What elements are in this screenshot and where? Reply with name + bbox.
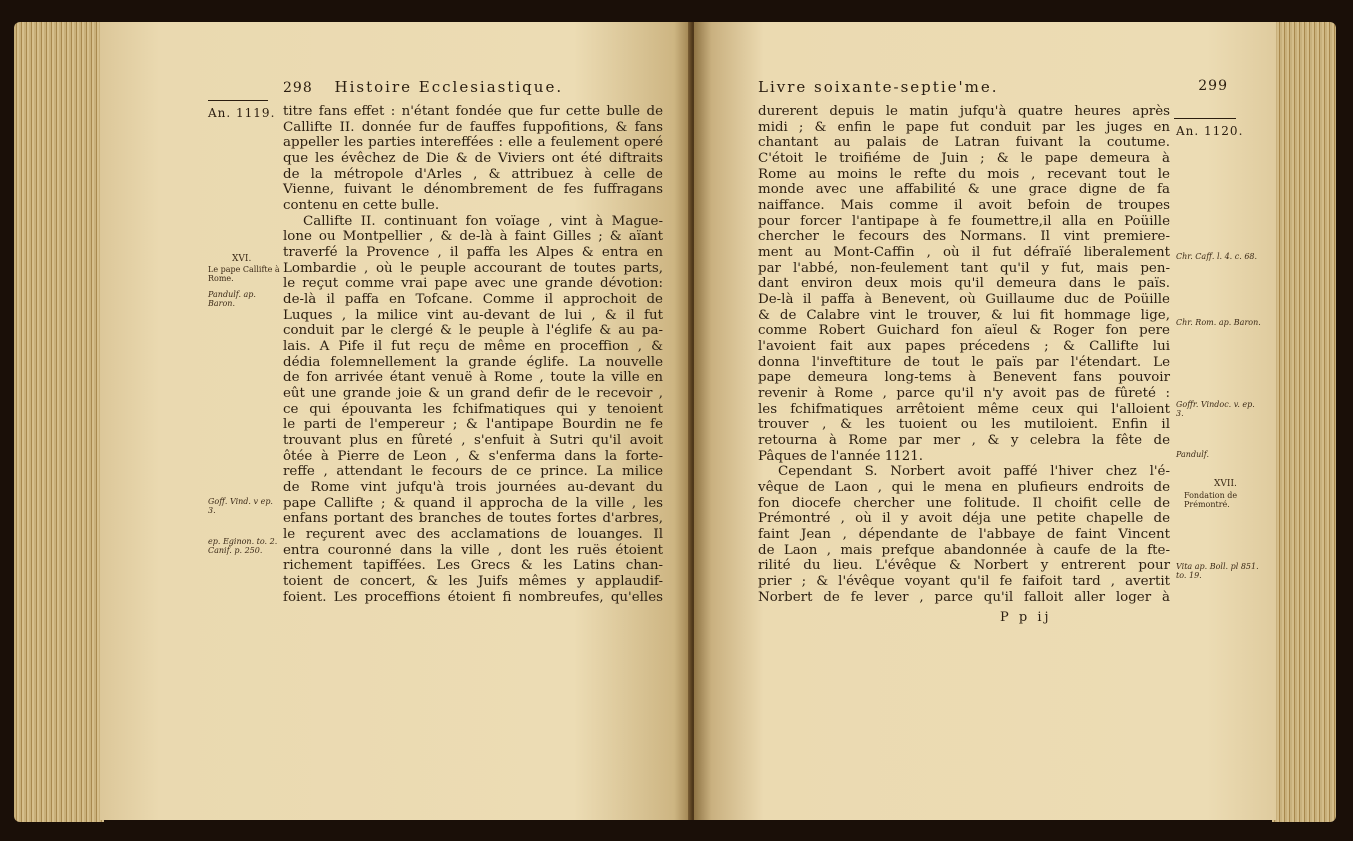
right-head-title: Livre soixante-septie'me. [758, 78, 999, 96]
left-margin-section: XVI. [232, 254, 252, 264]
text-line: eût une grande joie & un grand defir de le recevoir , [283, 386, 663, 402]
text-line: prier ; & l'évêque voyant qu'il fe faifoit tard , avertit [758, 574, 1170, 590]
text-line: monde avec une affabilité & une grace digne de fa [758, 182, 1170, 198]
text-line: traverfé la Provence , il paffa les Alpes & entra en [283, 245, 663, 261]
text-line: l'avoient fait aux papes précedens ; & Callifte lui [758, 339, 1170, 355]
text-line: enfans portant des branches de toutes fortes d'arbres, [283, 511, 663, 527]
text-line: dédia folemnellement la grande églife. La nouvelle [283, 354, 663, 370]
text-line: conduit par le clergé & le peuple à l'églife & au pa- [283, 323, 663, 339]
text-line: contenu en cette bulle. [283, 198, 440, 214]
right-margin-ref-1: Chr. Caff. l. 4. c. 68. [1176, 252, 1258, 261]
text-line: chantant au palais de Latran fuivant la coutume. [758, 135, 1170, 151]
text-line: Callifte II. donnée fur de fauffes fuppofitions, & fans [283, 119, 663, 135]
text-line: foient. Les proceffions étoient fi nombreufes, qu'elles [283, 589, 663, 605]
text-line: naiffance. Mais comme il avoit befoin de troupes [758, 198, 1170, 214]
text-line: retourna à Rome par mer , & y celebra la fête de [758, 433, 1170, 449]
right-margin-ref-4: Pandulf. [1176, 450, 1209, 459]
text-line: Vienne, fuivant le dénombrement de fes fuffragans [283, 182, 663, 198]
text-line: de Laon , mais prefque abandonnée à caufe de la fte- [758, 542, 1170, 558]
left-page-number: 298 [283, 80, 313, 96]
right-year-margin: An. 1120. [1176, 124, 1244, 138]
right-page-edges [1272, 22, 1336, 822]
text-line: appeller les parties intereffées : elle a feulement operé [283, 135, 663, 151]
text-line: Prémontré , où il y avoit déja une petite chapelle de [758, 511, 1170, 527]
right-margin-rule [1174, 118, 1236, 119]
text-line: Lombardie , où le peuple accourant de toutes parts, [283, 260, 663, 276]
text-line: entra couronné dans la ville , dont les ruës étoient [283, 542, 663, 558]
left-margin-ref-3: ep. Eginon. to. 2. Canif. p. 250. [208, 537, 278, 555]
text-line: C'étoit le troifiéme de Juin ; & le pape demeura à [758, 151, 1170, 167]
right-page-number: 299 [1198, 78, 1228, 94]
right-page [694, 22, 1276, 820]
left-running-head [283, 78, 563, 96]
text-line: de fon arrivée étant venuë à Rome , toute la ville en [283, 370, 663, 386]
left-head-title: Histoire Ecclesiastique. [334, 78, 564, 96]
text-line: comme Robert Guichard fon aïeul & Roger fon pere [758, 323, 1170, 339]
text-line: Luques , la milice vint au-devant de lui , & il fut [283, 307, 663, 323]
text-line: Rome au moins le refte du mois , recevant tout le [758, 166, 1170, 182]
text-line: midi ; & enfin le pape fut conduit par les juges en [758, 119, 1170, 135]
right-margin-ref-5: Vita ap. Boll. pl 851. to. 19. [1176, 562, 1259, 580]
text-line: vêque de Laon , qui le mena en plufieurs endroits de [758, 480, 1170, 496]
text-line: revenir à Rome , parce qu'il n'y avoit pas de fûreté : [758, 386, 1170, 402]
left-page [100, 22, 692, 820]
text-line: titre fans effet : n'étant fondée que fur cette bulle de [283, 104, 663, 119]
right-margin-ref-2: Chr. Rom. ap. Baron. [1176, 318, 1261, 327]
left-page-edges [14, 22, 104, 822]
text-line: le reçut comme vrai pape avec une grande dévotion: [283, 276, 663, 292]
text-line: le parti de l'empereur ; & l'antipape Bourdin ne fe [283, 417, 663, 433]
text-line: Norbert de fe lever , parce qu'il falloit aller loger à [758, 589, 1170, 605]
text-line: le reçurent avec des acclamations de louanges. Il [283, 527, 663, 543]
text-line: ment au Mont-Caffin , où il fut défraïé liberalement [758, 245, 1170, 261]
text-line: donna l'inveftiture de tout le païs par l'étendart. Le [758, 354, 1170, 370]
text-line: durerent depuis le matin jufqu'à quatre heures après [758, 104, 1170, 119]
right-body-text [758, 104, 1170, 606]
text-line: pape Callifte ; & quand il approcha de la ville , les [283, 495, 663, 511]
left-margin-rule [208, 100, 268, 101]
text-line: Callifte II. continuant fon voïage , vint à Mague- [303, 213, 663, 229]
text-line: de la métropole d'Arles , & attribuez à celle de [283, 166, 663, 182]
text-line: dant environ deux mois qu'il demeura dans le païs. [758, 276, 1170, 292]
text-line: lone ou Montpellier , & de-là à faint Gilles ; & aïant [283, 229, 663, 245]
text-line: de-là il paffa en Tofcane. Comme il approchoit de [283, 292, 663, 308]
text-line: richement tapiffées. Les Grecs & les Latins chan- [283, 558, 663, 574]
text-line: & de Calabre vint le trouver, & lui fit hommage lige, [758, 307, 1170, 323]
left-year-margin: An. 1119. [208, 106, 276, 120]
text-line: ce qui épouvanta les fchifmatiques qui y tenoient [283, 401, 663, 417]
text-line: toient de concert, & les Juifs mêmes y applaudif- [283, 574, 663, 590]
left-body-text [283, 104, 663, 606]
left-margin-ref-1: Pandulf. ap. Baron. [208, 290, 256, 308]
text-line: pour forcer l'antipape à fe foumettre,il alla en Poüille [758, 213, 1170, 229]
right-margin-ref-3: Goffr. Vindoc. v. ep. 3. [1176, 400, 1255, 418]
text-line: lais. A Pife il fut reçu de même en proceffion , & [283, 339, 663, 355]
text-line: par l'abbé, non-feulement tant qu'il y fut, mais pen- [758, 260, 1170, 276]
right-margin-section: XVII. [1214, 479, 1237, 489]
text-line: que les évêchez de Die & de Viviers ont été diftraits [283, 151, 663, 167]
text-line: chercher le fecours des Normans. Il vint premiere- [758, 229, 1170, 245]
text-line: reffe , attendant le fecours de ce prince. La milice [283, 464, 663, 480]
text-line: pape demeura long-tems à Benevent fans pouvoir [758, 370, 1170, 386]
text-line: trouvant plus en fûreté , s'enfuit à Sutri qu'il avoit [283, 433, 663, 449]
text-line: Pâques de l'année 1121. [758, 448, 924, 464]
text-line: les fchifmatiques arrêtoient même ceux qui l'alloient [758, 401, 1170, 417]
signature-mark: P p ij [1000, 610, 1052, 625]
text-line: De-là il paffa à Benevent, où Guillaume duc de Poüille [758, 292, 1170, 308]
text-line: de Rome vint jufqu'à trois journées au-devant du [283, 480, 663, 496]
left-margin-ref-2: Goff. Vind. v ep. 3. [208, 497, 273, 515]
text-line: ôtée à Pierre de Leon , & s'enferma dans la forte- [283, 448, 663, 464]
text-line: faint Jean , dépendante de l'abbaye de faint Vincent [758, 527, 1170, 543]
text-line: Cependant S. Norbert avoit paffé l'hiver chez l'é- [778, 464, 1170, 480]
text-line: rilité du lieu. L'évêque & Norbert y entrerent pour [758, 558, 1170, 574]
text-line: trouver , & les tuoient ou les mutiloient. Enfin il [758, 417, 1170, 433]
left-margin-summary: Le pape Callifte à Rome. [208, 265, 280, 283]
text-line: fon diocefe chercher une folitude. Il choifit celle de [758, 495, 1170, 511]
right-margin-summary: Fondation de Prémontré. [1184, 491, 1238, 509]
